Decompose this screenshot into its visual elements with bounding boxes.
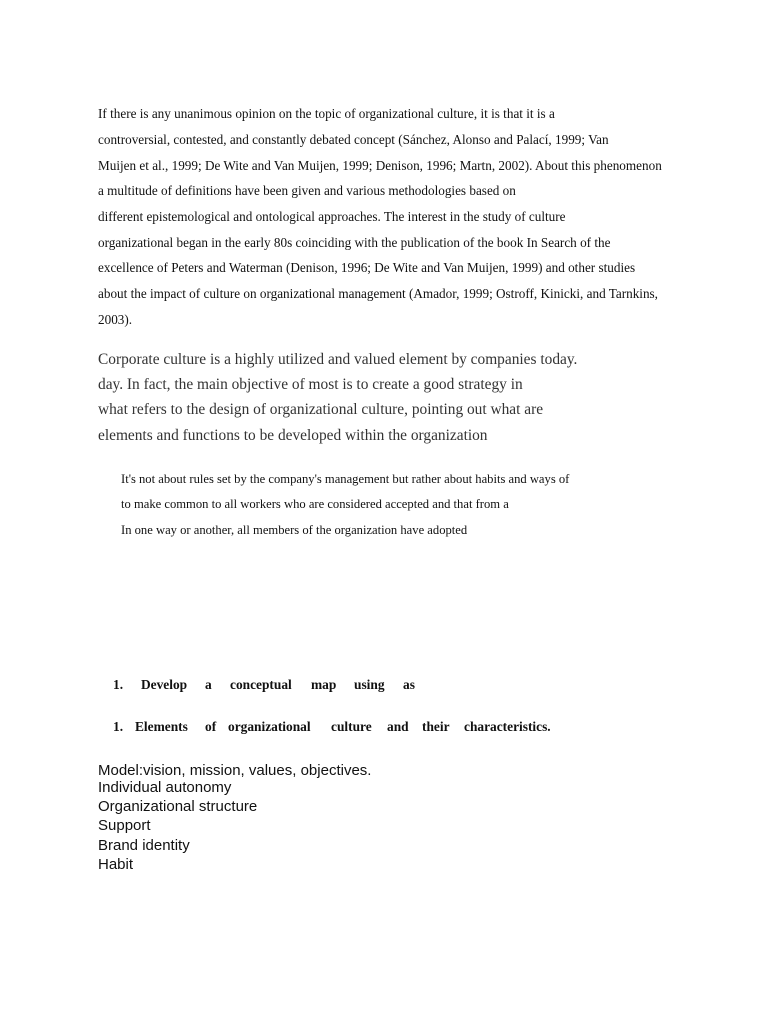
task-develop-concept-map bbox=[0, 677, 768, 695]
task-word: a bbox=[205, 677, 212, 692]
task-word: as bbox=[403, 677, 415, 692]
task-word: their bbox=[422, 719, 450, 734]
paragraph-line: controversial, contested, and constantly debated concept (Sánchez, Alonso and Palací, 1999; Van bbox=[98, 132, 609, 147]
paragraph-line: day. In fact, the main objective of most is to create a good strategy in bbox=[98, 376, 523, 393]
paragraph-line: excellence of Peters and Waterman (Denison, 1996; De Wite and Van Muijen, 1999) and other studies bbox=[98, 260, 636, 275]
task-word: Develop bbox=[141, 677, 188, 692]
task-word: characteristics. bbox=[464, 719, 551, 734]
paragraph-line: elements and functions to be developed within the organization bbox=[98, 427, 488, 444]
task-word: of bbox=[205, 719, 217, 734]
task-number: 1. bbox=[113, 677, 124, 692]
task-number: 1. bbox=[113, 719, 124, 734]
paragraph-line: Corporate culture is a highly utilized and valued element by companies today. bbox=[98, 351, 578, 368]
list-item: Organizational structure bbox=[98, 798, 258, 815]
paragraph-line: organizational began in the early 80s coinciding with the publication of the book In Search of the bbox=[98, 235, 611, 250]
list-item: Support bbox=[98, 817, 151, 834]
paragraph-line: to make common to all workers who are considered accepted and that from a bbox=[121, 497, 509, 511]
task-word: culture bbox=[331, 719, 372, 734]
paragraph-line: different epistemological and ontological approaches. The interest in the study of culture bbox=[98, 209, 566, 224]
paragraph-line: If there is any unanimous opinion on the topic of organizational culture, it is that it is a bbox=[98, 106, 555, 121]
paragraph-line: Muijen et al., 1999; De Wite and Van Muijen, 1999; Denison, 1996; Martn, 2002). About this phenomenon bbox=[98, 158, 662, 173]
task-word: map bbox=[311, 677, 337, 692]
paragraph-line: a multitude of definitions have been given and various methodologies based on bbox=[98, 183, 516, 198]
list-item: Model:vision, mission, values, objectives. bbox=[98, 762, 372, 779]
task-elements-of-culture bbox=[0, 719, 768, 737]
paragraph-line: In one way or another, all members of the organization have adopted bbox=[121, 523, 468, 537]
paragraph-line: what refers to the design of organizational culture, pointing out what are bbox=[98, 401, 544, 418]
task-word: Elements bbox=[135, 719, 188, 734]
list-item: Individual autonomy bbox=[98, 779, 232, 796]
task-word: organizational bbox=[228, 719, 311, 734]
list-item: Brand identity bbox=[98, 837, 190, 854]
paragraph-line: 2003). bbox=[98, 312, 133, 327]
task-word: using bbox=[354, 677, 385, 692]
paragraph-line: It's not about rules set by the company's management but rather about habits and ways of bbox=[121, 472, 570, 486]
task-word: conceptual bbox=[230, 677, 292, 692]
task-word: and bbox=[387, 719, 409, 734]
paragraph-line: about the impact of culture on organizational management (Amador, 1999; Ostroff, Kinicki, and Tarnkins, bbox=[98, 286, 658, 301]
list-item: Habit bbox=[98, 856, 134, 873]
